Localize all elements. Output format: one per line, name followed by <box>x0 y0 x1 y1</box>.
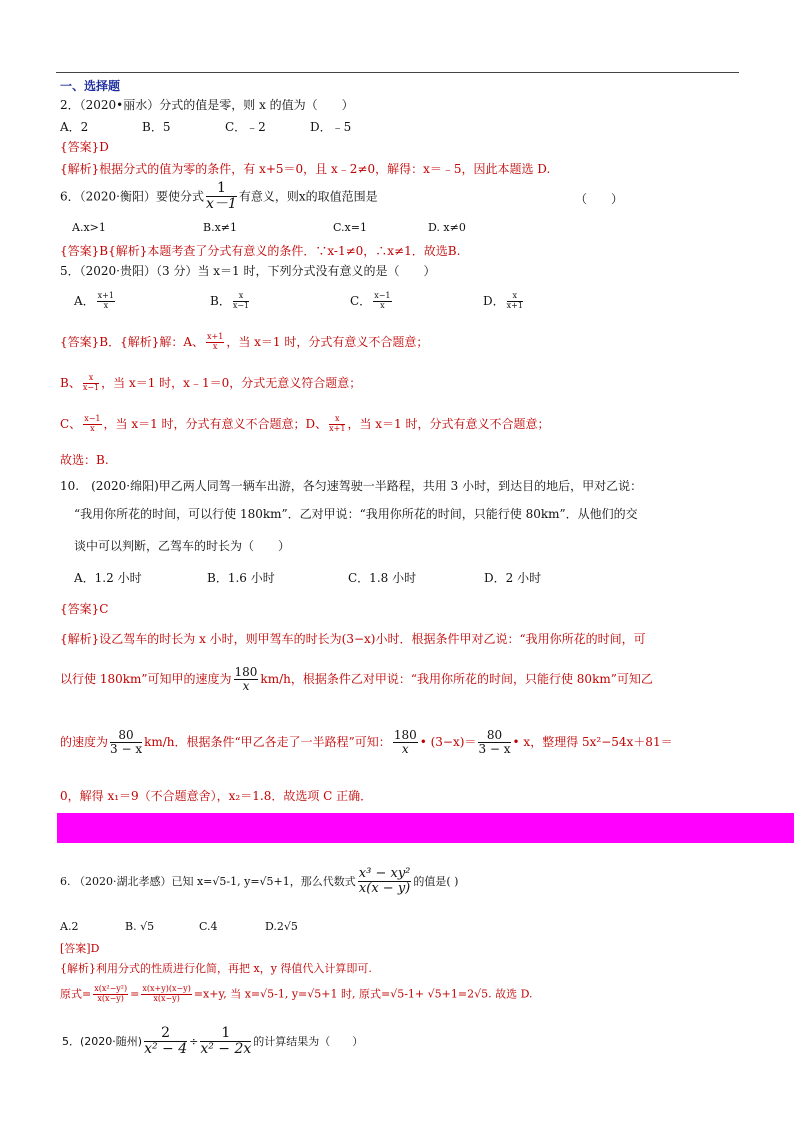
q4-option-c: C．1.8 小时 <box>348 571 417 585</box>
q5-w-num2: x(x+y)(x−y) <box>142 984 191 993</box>
q6-stem <box>62 1026 363 1058</box>
q3-a1-suffix: ，当 x＝1 时，分式有意义不合题意； <box>226 335 429 349</box>
q3-option-b-frac <box>233 292 249 311</box>
q2-option-c: C.x=1 <box>333 221 367 234</box>
q3-option-c-num: x−1 <box>374 291 391 301</box>
q4-an3-den3: 3 − x <box>478 742 511 757</box>
q3-answer-line3 <box>60 415 550 434</box>
q3-a2-prefix: B、 <box>60 376 81 390</box>
q2-frac-num: 1 <box>206 181 237 197</box>
q5-w-suffix: =x+y, 当 x=√5-1, y=√5+1 时, 原式=√5-1+ √5+1=2√5. 故选 D. <box>193 987 533 1001</box>
q4-analysis-line1: {解析}设乙驾车的时长为 x 小时，则甲驾车的时长为(3−x)小时．根据条件甲对乙说：“我用你所花的时间，可 <box>60 632 646 646</box>
q3-a3-suffix: ，当 x＝1 时，分式有意义不合题意； <box>347 417 550 431</box>
q6-num1: 2 <box>144 1026 187 1042</box>
q5-w-num1: x(x²−y²) <box>94 984 128 993</box>
top-rule <box>56 72 739 73</box>
q4-line3: 谈中可以判断，乙驾车的时长为（ ） <box>74 539 291 553</box>
q3-a3-den1: x <box>90 424 95 433</box>
q3-a1-den: x <box>212 342 218 351</box>
q4-option-a: A．1.2 小时 <box>74 571 142 585</box>
q6-stem-prefix: 5．(2020·随州) <box>62 1034 143 1048</box>
q5-w-den1: x(x−y) <box>97 993 124 1003</box>
q5-option-c: C.4 <box>199 920 218 933</box>
q2-stem-prefix: 6．（2020·衡阳）要使分式 <box>60 189 204 204</box>
q4-an2-num: 180 <box>234 665 258 679</box>
q3-option-a <box>74 292 117 311</box>
q3-option-d-label: D． <box>483 294 505 308</box>
q3-a3-den2: x+1 <box>329 424 346 433</box>
q5-stem-prefix: 6. （2020·湖北孝感）已知 x=√5-1, y=√5+1，那么代数式 <box>60 874 356 888</box>
q3-option-c-frac <box>373 292 391 311</box>
q2-answer: {答案}B{解析}本题考查了分式有意义的条件．∵x-1≠0，∴x≠1．故选B. <box>60 244 461 258</box>
q1-option-a: A．2 <box>60 120 89 134</box>
q2-stem <box>60 181 378 213</box>
q3-answer-line2 <box>60 374 361 393</box>
q3-option-d <box>483 292 525 311</box>
q3-a3-frac1 <box>83 415 101 434</box>
q1-answer: {答案}D <box>60 140 109 154</box>
q6-frac2 <box>200 1026 251 1058</box>
q4-an3-num2: 180 <box>393 728 417 742</box>
q3-option-c <box>350 292 394 311</box>
q5-w-eq: = <box>130 987 140 1001</box>
q6-frac1 <box>144 1026 187 1058</box>
q1-option-b: B．5 <box>142 120 171 134</box>
q3-option-a-num: x+1 <box>97 291 114 301</box>
q3-a2-num: x <box>83 374 99 384</box>
q3-option-b-den: x−1 <box>232 301 250 310</box>
q5-working <box>60 985 533 1004</box>
q2-frac-den: x－1 <box>206 196 237 213</box>
q4-an3-mid2: • (3−x)＝ <box>419 735 477 750</box>
q3-option-d-num: x <box>507 292 523 302</box>
q4-an3-frac2 <box>393 729 418 756</box>
q3-option-a-label: A． <box>74 294 95 308</box>
q5-analysis: {解析}利用分式的性质进行化简，再把 x，y 得值代入计算即可. <box>60 962 372 975</box>
q4-an2-prefix: 以行使 180km”可知甲的速度为 <box>60 672 232 687</box>
q3-a3-prefix: C、 <box>60 417 82 431</box>
q3-option-a-frac <box>97 292 115 311</box>
q5-fraction <box>358 867 412 897</box>
q5-answer: [答案]D <box>60 942 100 955</box>
q3-conclusion: 故选：B. <box>60 453 109 467</box>
q4-analysis-line2 <box>60 666 653 693</box>
q3-option-d-den: x+1 <box>506 301 523 310</box>
q3-option-b-num: x <box>233 292 249 302</box>
q5-w-frac2 <box>141 985 191 1004</box>
q5-w-frac1 <box>93 985 128 1004</box>
q3-a1-frac <box>206 333 224 352</box>
highlight-band <box>57 813 794 843</box>
q6-op: ÷ <box>189 1034 199 1048</box>
q1-analysis: {解析}根据分式的值为零的条件，有 x+5＝0，且 x﹣2≠0，解得：x＝﹣5，因此本题选 D. <box>60 162 551 176</box>
q3-option-d-frac <box>507 292 523 311</box>
q5-w-prefix: 原式= <box>60 987 92 1001</box>
q4-an3-suffix: • x，整理得 5x²−54x＋81＝ <box>512 735 673 750</box>
q3-option-c-den: x <box>380 301 385 310</box>
q3-option-c-label: C． <box>350 294 372 308</box>
q3-a2-suffix: ，当 x＝1 时，x﹣1＝0，分式无意义符合题意； <box>101 376 362 390</box>
q5-stem-suffix: 的值是( ) <box>413 874 459 888</box>
q4-an3-mid: km/h．根据条件“甲乙各走了一半路程”可知： <box>144 735 391 750</box>
q1-option-d: D．﹣5 <box>310 120 352 134</box>
q6-den2: x² − 2x <box>200 1041 252 1058</box>
q4-answer: {答案}C <box>60 602 109 616</box>
q4-an3-den2: x <box>401 742 409 757</box>
q3-stem: 5．（2020·贵阳）（3 分）当 x＝1 时，下列分式没有意义的是（ ） <box>60 264 436 278</box>
q4-analysis-line3 <box>60 729 673 756</box>
q4-line1: 10. (2020·绵阳)甲乙两人同驾一辆车出游，各匀速驾驶一半路程，共用 3 小时，到达目的地后，甲对乙说： <box>60 479 643 493</box>
q3-a3-num1: x−1 <box>84 414 101 424</box>
q4-an3-frac3 <box>478 729 510 756</box>
q4-option-d: D．2 小时 <box>484 571 542 585</box>
q1-option-c: C．﹣2 <box>225 120 266 134</box>
q4-an3-num3: 80 <box>478 729 510 743</box>
q4-line2: “我用你所花的时间，可以行使 180km”．乙对甲说：“我用你所花的时间，只能行使 80km”．从他们的交 <box>74 507 638 521</box>
q5-frac-num: x³ − xy² <box>358 866 411 881</box>
q4-an3-frac1 <box>110 729 142 756</box>
q4-analysis-line4: 0，解得 x₁＝9（不合题意舍），x₂＝1.8．故选项 C 正确． <box>60 789 373 803</box>
q2-fraction <box>206 181 237 213</box>
q3-option-a-den: x <box>103 301 109 310</box>
q5-option-d: D.2√5 <box>265 920 298 933</box>
q4-an2-frac <box>234 666 259 693</box>
q3-option-b-label: B． <box>210 294 231 308</box>
q3-a3-mid: ，当 x＝1 时，分式有意义不合题意；D、 <box>103 417 328 431</box>
q4-an3-prefix: 的速度为 <box>60 735 109 750</box>
q3-a3-frac2 <box>329 415 345 434</box>
q2-option-a: A.x>1 <box>72 221 106 234</box>
q1-stem: 2．（2020•丽水）分式的值是零，则 x 的值为（ ） <box>60 98 354 112</box>
q6-stem-suffix: 的计算结果为（ ） <box>253 1034 364 1048</box>
q5-option-b: B. √5 <box>125 920 155 933</box>
q5-frac-den: x(x − y) <box>358 881 411 897</box>
q4-an3-num1: 80 <box>110 729 142 743</box>
q5-w-den2: x(x−y) <box>153 993 180 1003</box>
q4-an3-den1: 3 − x <box>110 742 143 757</box>
q5-option-a: A.2 <box>60 920 79 933</box>
q3-a3-num2: x <box>329 415 345 425</box>
q6-num2: 1 <box>200 1026 251 1042</box>
q3-a2-den: x−1 <box>82 383 100 392</box>
q6-den1: x² − 4 <box>144 1041 188 1058</box>
q4-an2-suffix: km/h，根据条件乙对甲说：“我用你所花的时间，只能行使 80km”可知乙 <box>260 672 653 687</box>
q2-bracket: （ ） <box>575 192 624 206</box>
q3-a1-prefix: {答案}B．{解析}解：A、 <box>60 335 205 349</box>
section-title: 一、选择题 <box>60 79 121 93</box>
q2-option-b: B.x≠1 <box>203 221 237 234</box>
q2-stem-suffix: 有意义，则x的取值范围是 <box>238 189 378 204</box>
q4-an2-den: x <box>242 679 250 694</box>
q2-option-d: D. x≠0 <box>428 221 466 234</box>
q3-a1-num: x+1 <box>207 332 224 342</box>
q4-option-b: B．1.6 小时 <box>207 571 275 585</box>
q3-a2-frac <box>83 374 99 393</box>
q3-option-b <box>210 292 251 311</box>
q5-stem <box>60 867 458 897</box>
q3-answer-line1 <box>60 333 428 352</box>
